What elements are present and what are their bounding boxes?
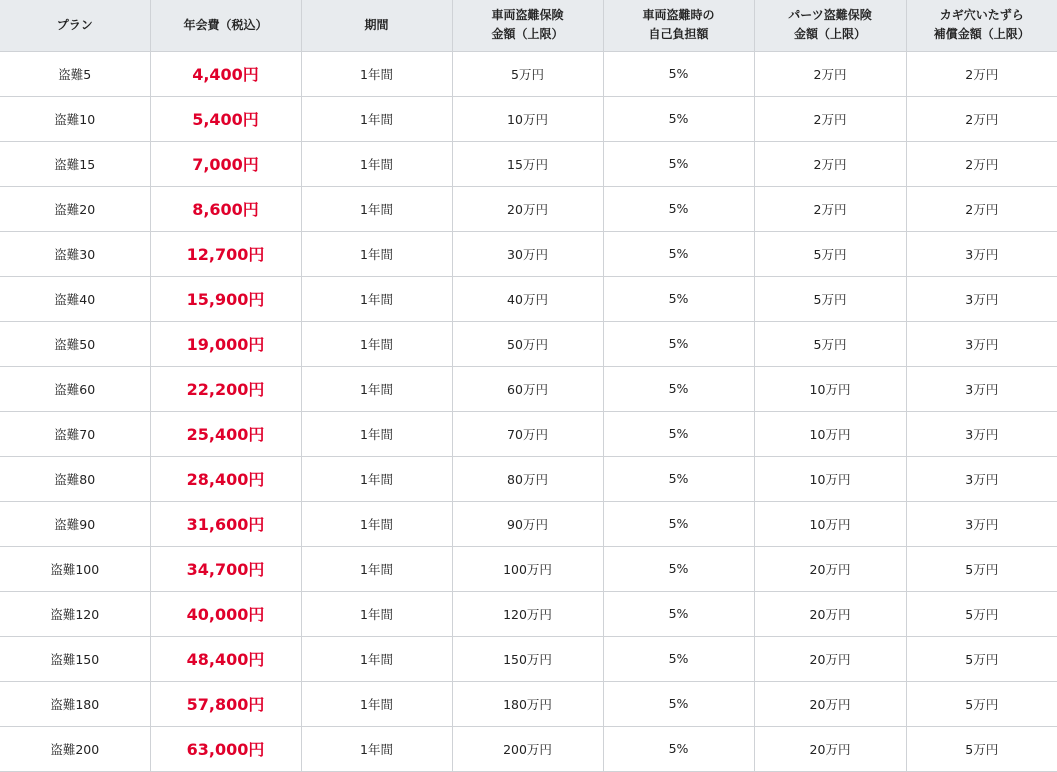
annual-fee: 7,000円 xyxy=(150,141,301,186)
vehicle-insurance-amount: 100万円 xyxy=(452,546,603,591)
plan-name: 盗難100 xyxy=(0,546,150,591)
deductible-rate: 5% xyxy=(603,366,754,411)
key-damage-amount: 5万円 xyxy=(906,636,1057,681)
parts-insurance-amount: 10万円 xyxy=(754,366,906,411)
table-header xyxy=(0,0,1057,51)
deductible-rate: 5% xyxy=(603,591,754,636)
plan-name: 盗難5 xyxy=(0,51,150,96)
period: 1年間 xyxy=(301,96,452,141)
vehicle-insurance-amount: 70万円 xyxy=(452,411,603,456)
header-parts-insurance-line: 金額（上限） xyxy=(755,25,906,44)
table-row xyxy=(0,411,1057,456)
header-plan xyxy=(0,0,150,51)
period: 1年間 xyxy=(301,546,452,591)
key-damage-amount: 2万円 xyxy=(906,96,1057,141)
vehicle-insurance-amount: 40万円 xyxy=(452,276,603,321)
table-row xyxy=(0,456,1057,501)
vehicle-insurance-amount: 5万円 xyxy=(452,51,603,96)
key-damage-amount: 3万円 xyxy=(906,231,1057,276)
parts-insurance-amount: 5万円 xyxy=(754,321,906,366)
header-period-line: 期間 xyxy=(302,16,452,35)
period: 1年間 xyxy=(301,366,452,411)
annual-fee: 4,400円 xyxy=(150,51,301,96)
header-parts-insurance xyxy=(754,0,906,51)
table-row xyxy=(0,321,1057,366)
header-key-damage xyxy=(906,0,1057,51)
parts-insurance-amount: 10万円 xyxy=(754,411,906,456)
plan-name: 盗難150 xyxy=(0,636,150,681)
plan-name: 盗難70 xyxy=(0,411,150,456)
parts-insurance-amount: 20万円 xyxy=(754,681,906,726)
table-row xyxy=(0,231,1057,276)
key-damage-amount: 5万円 xyxy=(906,591,1057,636)
key-damage-amount: 2万円 xyxy=(906,51,1057,96)
period: 1年間 xyxy=(301,501,452,546)
period: 1年間 xyxy=(301,681,452,726)
header-key-damage-line: カギ穴いたずら xyxy=(907,6,1057,25)
annual-fee: 57,800円 xyxy=(150,681,301,726)
deductible-rate: 5% xyxy=(603,546,754,591)
vehicle-insurance-amount: 90万円 xyxy=(452,501,603,546)
header-deductible-line: 自己負担額 xyxy=(604,25,754,44)
header-deductible xyxy=(603,0,754,51)
table-row xyxy=(0,276,1057,321)
header-annual-fee xyxy=(150,0,301,51)
vehicle-insurance-amount: 30万円 xyxy=(452,231,603,276)
deductible-rate: 5% xyxy=(603,681,754,726)
header-vehicle-insurance xyxy=(452,0,603,51)
parts-insurance-amount: 2万円 xyxy=(754,141,906,186)
period: 1年間 xyxy=(301,186,452,231)
vehicle-insurance-amount: 180万円 xyxy=(452,681,603,726)
table-row xyxy=(0,96,1057,141)
deductible-rate: 5% xyxy=(603,276,754,321)
annual-fee: 15,900円 xyxy=(150,276,301,321)
parts-insurance-amount: 5万円 xyxy=(754,276,906,321)
parts-insurance-amount: 10万円 xyxy=(754,456,906,501)
plan-name: 盗難15 xyxy=(0,141,150,186)
table-row xyxy=(0,141,1057,186)
table-row xyxy=(0,726,1057,771)
plan-name: 盗難180 xyxy=(0,681,150,726)
parts-insurance-amount: 5万円 xyxy=(754,231,906,276)
key-damage-amount: 2万円 xyxy=(906,141,1057,186)
header-parts-insurance-line: パーツ盗難保険 xyxy=(755,6,906,25)
table-row xyxy=(0,51,1057,96)
period: 1年間 xyxy=(301,321,452,366)
vehicle-insurance-amount: 10万円 xyxy=(452,96,603,141)
plan-name: 盗難50 xyxy=(0,321,150,366)
deductible-rate: 5% xyxy=(603,636,754,681)
key-damage-amount: 3万円 xyxy=(906,321,1057,366)
key-damage-amount: 3万円 xyxy=(906,456,1057,501)
table-row xyxy=(0,186,1057,231)
header-vehicle-insurance-line: 車両盗難保険 xyxy=(453,6,603,25)
period: 1年間 xyxy=(301,591,452,636)
plan-name: 盗難10 xyxy=(0,96,150,141)
period: 1年間 xyxy=(301,726,452,771)
period: 1年間 xyxy=(301,276,452,321)
key-damage-amount: 3万円 xyxy=(906,276,1057,321)
vehicle-insurance-amount: 80万円 xyxy=(452,456,603,501)
parts-insurance-amount: 20万円 xyxy=(754,636,906,681)
key-damage-amount: 5万円 xyxy=(906,726,1057,771)
header-deductible-line: 車両盗難時の xyxy=(604,6,754,25)
plan-name: 盗難90 xyxy=(0,501,150,546)
annual-fee: 19,000円 xyxy=(150,321,301,366)
deductible-rate: 5% xyxy=(603,501,754,546)
plan-name: 盗難30 xyxy=(0,231,150,276)
period: 1年間 xyxy=(301,456,452,501)
parts-insurance-amount: 20万円 xyxy=(754,726,906,771)
period: 1年間 xyxy=(301,51,452,96)
parts-insurance-amount: 10万円 xyxy=(754,501,906,546)
deductible-rate: 5% xyxy=(603,456,754,501)
annual-fee: 22,200円 xyxy=(150,366,301,411)
table-row xyxy=(0,546,1057,591)
vehicle-insurance-amount: 15万円 xyxy=(452,141,603,186)
header-annual-fee-line: 年会費（税込） xyxy=(151,16,301,35)
deductible-rate: 5% xyxy=(603,96,754,141)
plan-name: 盗難200 xyxy=(0,726,150,771)
key-damage-amount: 2万円 xyxy=(906,186,1057,231)
period: 1年間 xyxy=(301,636,452,681)
table-row xyxy=(0,681,1057,726)
parts-insurance-amount: 2万円 xyxy=(754,186,906,231)
deductible-rate: 5% xyxy=(603,726,754,771)
table-row xyxy=(0,366,1057,411)
key-damage-amount: 5万円 xyxy=(906,546,1057,591)
header-row xyxy=(0,0,1057,51)
vehicle-insurance-amount: 50万円 xyxy=(452,321,603,366)
vehicle-insurance-amount: 60万円 xyxy=(452,366,603,411)
parts-insurance-amount: 20万円 xyxy=(754,546,906,591)
annual-fee: 8,600円 xyxy=(150,186,301,231)
period: 1年間 xyxy=(301,141,452,186)
deductible-rate: 5% xyxy=(603,411,754,456)
header-period xyxy=(301,0,452,51)
vehicle-insurance-amount: 200万円 xyxy=(452,726,603,771)
table-row xyxy=(0,501,1057,546)
vehicle-insurance-amount: 120万円 xyxy=(452,591,603,636)
key-damage-amount: 3万円 xyxy=(906,411,1057,456)
key-damage-amount: 3万円 xyxy=(906,366,1057,411)
plan-name: 盗難120 xyxy=(0,591,150,636)
table-row xyxy=(0,636,1057,681)
header-vehicle-insurance-line: 金額（上限） xyxy=(453,25,603,44)
key-damage-amount: 3万円 xyxy=(906,501,1057,546)
annual-fee: 31,600円 xyxy=(150,501,301,546)
plan-name: 盗難80 xyxy=(0,456,150,501)
annual-fee: 25,400円 xyxy=(150,411,301,456)
vehicle-insurance-amount: 150万円 xyxy=(452,636,603,681)
parts-insurance-amount: 2万円 xyxy=(754,96,906,141)
annual-fee: 34,700円 xyxy=(150,546,301,591)
annual-fee: 63,000円 xyxy=(150,726,301,771)
plan-name: 盗難60 xyxy=(0,366,150,411)
deductible-rate: 5% xyxy=(603,321,754,366)
key-damage-amount: 5万円 xyxy=(906,681,1057,726)
annual-fee: 5,400円 xyxy=(150,96,301,141)
annual-fee: 40,000円 xyxy=(150,591,301,636)
vehicle-insurance-amount: 20万円 xyxy=(452,186,603,231)
period: 1年間 xyxy=(301,411,452,456)
header-plan-line: プラン xyxy=(0,16,150,35)
annual-fee: 48,400円 xyxy=(150,636,301,681)
deductible-rate: 5% xyxy=(603,231,754,276)
deductible-rate: 5% xyxy=(603,186,754,231)
annual-fee: 12,700円 xyxy=(150,231,301,276)
plan-name: 盗難40 xyxy=(0,276,150,321)
annual-fee: 28,400円 xyxy=(150,456,301,501)
deductible-rate: 5% xyxy=(603,51,754,96)
header-key-damage-line: 補償金額（上限） xyxy=(907,25,1057,44)
deductible-rate: 5% xyxy=(603,141,754,186)
parts-insurance-amount: 20万円 xyxy=(754,591,906,636)
table-body xyxy=(0,51,1057,771)
parts-insurance-amount: 2万円 xyxy=(754,51,906,96)
period: 1年間 xyxy=(301,231,452,276)
plan-name: 盗難20 xyxy=(0,186,150,231)
table-row xyxy=(0,591,1057,636)
